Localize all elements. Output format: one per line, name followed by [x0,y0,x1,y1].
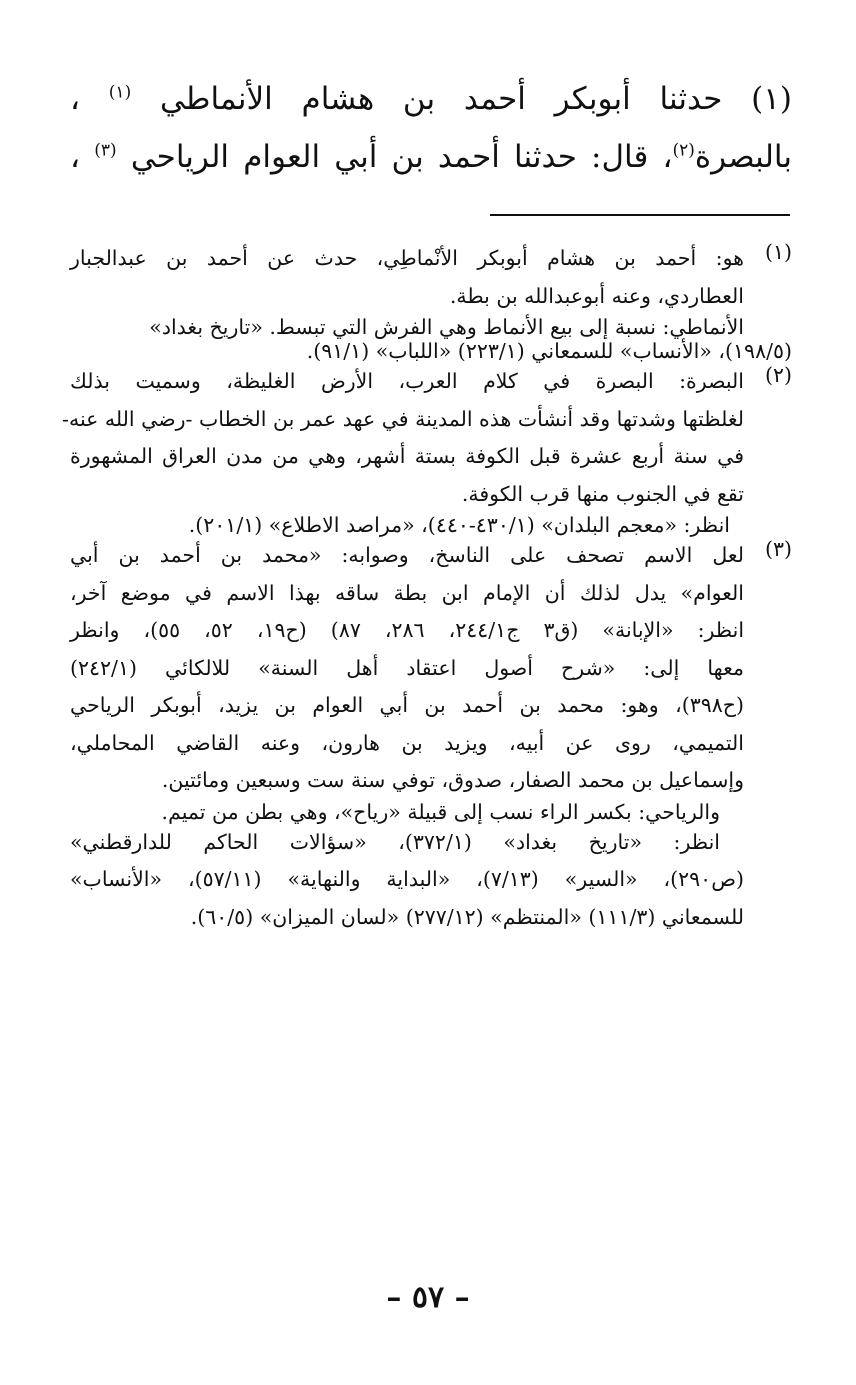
footnote-line: وإسماعيل بن محمد الصفار، صدوق، توفي سنة ست وسبعين ومائتين. [161,768,744,792]
footnote-line: انظر: «تاريخ بغداد» (٣٧٢/١)، «سؤالات الحاكم للدارقطني» [70,829,720,854]
main-line-1-end: ، [70,81,81,117]
footnote-1 [70,240,792,315]
footnote-line: (ص٢٩٠)، «السير» (٧/١٣)، «البداية والنهاية» (٥٧/١١)، «الأنساب» [70,867,744,891]
main-line-2-text-a: بالبصرة [694,139,793,175]
footnote-line: والرياحي: بكسر الراء نسب إلى قبيلة «رياح»، وهي بطن من تميم. [161,799,720,824]
footnote-label: (٣) [764,537,792,561]
footer-dash-right: – [454,1280,470,1315]
footnote-line: «تاريخ بغداد» (١٩٨/٥)، «الأنساب» للسمعاني (٢٢٣/١) «اللباب» (٩١/١). [149,315,792,363]
main-text [70,70,792,186]
footer-dash-left: – [386,1280,402,1315]
footnote-line: في سنة أربع عشرة قبل الكوفة بستة أشهر، وهي من مدن العراق المشهورة [70,444,744,468]
footnote-ref-2: (٢) [672,140,695,161]
footnote-line: العطاردي، وعنه أبوعبدالله بن بطة. [449,283,744,308]
main-line-2-text-b: ، قال: حدثنا أحمد بن أبي العوام الرياحي [130,139,673,175]
main-line-1 [70,70,792,128]
footnote-2 [62,363,792,513]
footnote-ref-1: (١) [108,82,132,103]
footnote-line: هو: أحمد بن هشام أبوبكر الأنْماطِي، حدث عن أحمد بن عبدالجبار [70,246,744,270]
footnotes [62,240,792,936]
footnote-line: انظر: «معجم البلدان» (٤٣٠/١-٤٤٠)، «مراصد الاطلاع» (٢٠١/١). [188,513,730,537]
footnote-line: تقع في الجنوب منها قرب الكوفة. [461,481,744,506]
footnote-line: الأنماطي: نسبة إلى بيع الأنماط وهي الفرش التي تبسط. [269,315,744,339]
footnote-line: التميمي، روى عن أبيه، ويزيد بن هارون، وعنه القاضي المحاملي، [70,730,744,755]
footnote-label: (٢) [764,363,792,387]
footnote-line: العوام» يدل لذلك أن الإمام ابن بطة ساقه بهذا الاسم في موضع آخر، [70,580,744,605]
footnote-3 [70,537,792,800]
main-line-1-text: (١) حدثنا أبوبكر أحمد بن هشام الأنماطي [159,81,792,117]
footnote-line: لعل الاسم تصحف على الناسخ، وصوابه: «محمد بن أحمد بن أبي [70,543,744,567]
footnote-ref-3: (٣) [94,140,117,161]
footnote-label: (١) [764,240,792,264]
footnote-line: انظر: «الإبانة» (ق٣ ج٢٤٤/١، ٢٨٦، ٨٧) (ح١٩، ٥٢، ٥٥)، وانظر [70,618,745,642]
main-line-2 [70,128,792,186]
footnote-separator [490,214,790,216]
footnote-line: البصرة: البصرة في كلام العرب، الأرض الغليظة، وسميت بذلك [70,369,744,393]
page-number: ٥٧ [411,1280,445,1315]
main-line-2-end: ، [70,139,81,175]
page-number-footer [0,1280,856,1315]
footnote-line: معها إلى: «شرح أصول اعتقاد أهل السنة» للالكائي (٢٤٢/١) [70,655,744,680]
footnote-line: لغلظتها وشدتها وقد أنشأت هذه المدينة في عهد عمر بن الخطاب -رضي الله عنه- [62,406,744,431]
footnote-line: للسمعاني (١١١/٣) «المنتظم» (٢٧٧/١٢) «لسان الميزان» (٦٠/٥). [190,904,744,929]
footnote-3-sources [70,824,792,937]
footnote-line: (ح٣٩٨)، وهو: محمد بن أحمد بن أبي العوام بن يزيد، أبوبكر الرياحي [70,693,744,717]
